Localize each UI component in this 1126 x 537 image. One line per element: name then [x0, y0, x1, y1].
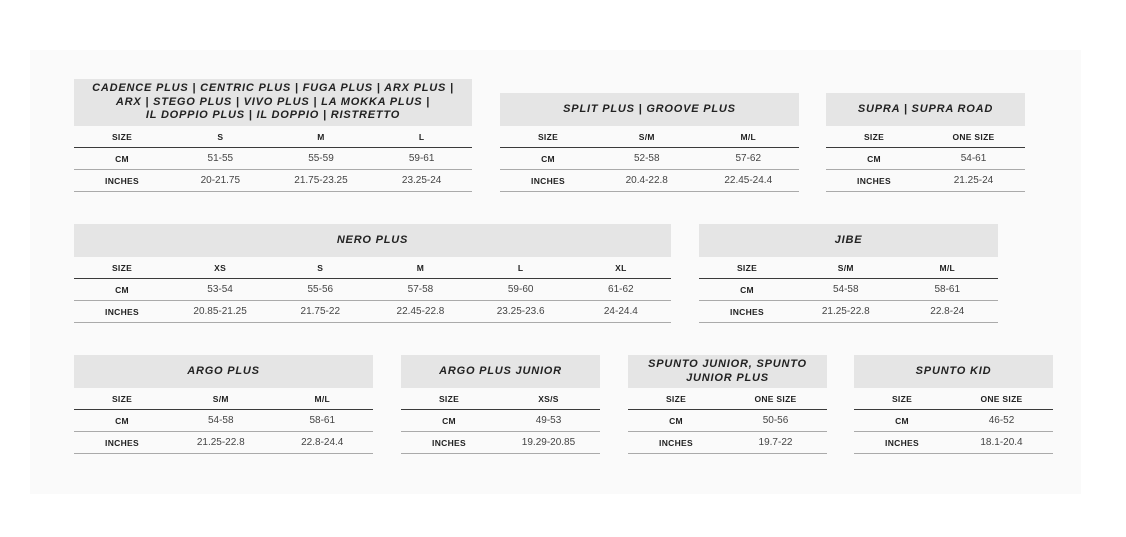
table-title-line: ARGO PLUS: [187, 364, 260, 377]
size-row: [74, 126, 472, 148]
cm-row-label: CM: [867, 153, 881, 164]
inches-value-cell: 22.8-24.4: [301, 437, 344, 448]
table-title-line: CADENCE PLUS | CENTRIC PLUS | FUGA PLUS | ARX PLUS |: [92, 82, 454, 95]
cm-row-label: CM: [740, 284, 754, 295]
size-header-cell: S: [317, 262, 324, 273]
size-row-label: SIZE: [537, 131, 559, 142]
inches-row: [401, 432, 600, 454]
inches-value-cell: 22.45-24.4: [724, 175, 773, 186]
table-title-text: [563, 103, 736, 117]
size-header-cell: S/M: [638, 131, 655, 142]
size-header-cell: ONE SIZE: [952, 131, 995, 142]
cm-value-cell: 57-62: [735, 153, 762, 164]
table-title: [401, 355, 600, 388]
table-title: [74, 355, 373, 388]
cm-row: [854, 410, 1053, 432]
cm-value-cell: 54-61: [960, 153, 987, 164]
size-row: [699, 257, 998, 279]
inches-row-label: INCHES: [105, 306, 139, 317]
size-row: [74, 257, 671, 279]
size-table-spunto-kid: [854, 355, 1053, 454]
table-title-line: JIBE: [834, 233, 863, 246]
inches-row-label: INCHES: [857, 175, 891, 186]
cm-value-cell: 51-55: [207, 153, 234, 164]
inches-row: [628, 432, 827, 454]
cm-value-cell: 54-58: [832, 284, 859, 295]
size-row-label: SIZE: [891, 393, 913, 404]
size-header-cell: M: [416, 262, 425, 273]
size-header-cell: L: [517, 262, 524, 273]
size-row-label: SIZE: [665, 393, 687, 404]
inches-value-cell: 21.25-22.8: [821, 306, 870, 317]
cm-row-label: CM: [541, 153, 555, 164]
cm-row: [74, 279, 671, 301]
cm-row-label: CM: [669, 415, 683, 426]
table-title-text: [835, 234, 863, 248]
table-title-line: ARX | STEGO PLUS | VIVO PLUS | LA MOKKA PLUS |: [115, 95, 431, 108]
table-title-text: [916, 365, 992, 379]
inches-row-label: INCHES: [730, 306, 764, 317]
cm-value-cell: 55-59: [308, 153, 334, 164]
size-table-spunto-junior: [628, 355, 827, 454]
size-header-cell: XL: [615, 262, 627, 273]
size-table-supra: [826, 93, 1025, 192]
size-header-cell: M/L: [740, 131, 757, 142]
table-title-line: SUPRA | SUPRA ROAD: [857, 102, 994, 115]
cm-row: [500, 148, 799, 170]
cm-value-cell: 54-58: [207, 415, 234, 426]
table-title: [500, 93, 799, 126]
size-header-cell: M/L: [314, 393, 331, 404]
cm-row: [74, 148, 472, 170]
inches-value-cell: 24-24.4: [603, 306, 638, 317]
inches-row: [854, 432, 1053, 454]
table-title: [699, 224, 998, 257]
cm-row-label: CM: [115, 284, 129, 295]
table-title-text: [187, 365, 260, 379]
cm-value-cell: 52-58: [633, 153, 660, 164]
cm-value-cell: 50-56: [762, 415, 789, 426]
inches-value-cell: 23.25-24: [401, 175, 442, 186]
cm-value-cell: 57-58: [407, 284, 434, 295]
inches-value-cell: 21.25-22.8: [196, 437, 245, 448]
size-table-split: [500, 93, 799, 192]
cm-value-cell: 61-62: [608, 284, 634, 295]
inches-row-label: INCHES: [105, 437, 139, 448]
table-title: [854, 355, 1053, 388]
size-row: [628, 388, 827, 410]
table-title-line: IL DOPPIO PLUS | IL DOPPIO | RISTRETTO: [145, 109, 401, 122]
inches-value-cell: 21.25-24: [953, 175, 994, 186]
size-header-cell: S/M: [837, 262, 854, 273]
cm-value-cell: 53-54: [207, 284, 233, 295]
cm-value-cell: 58-61: [309, 415, 336, 426]
inches-value-cell: 19.7-22: [758, 437, 793, 448]
size-header-cell: ONE SIZE: [754, 393, 797, 404]
table-title-line: SPLIT PLUS | GROOVE PLUS: [563, 102, 736, 115]
table-title: [74, 79, 472, 126]
cm-row-label: CM: [115, 153, 129, 164]
inches-row: [826, 170, 1025, 192]
size-table-argo: [74, 355, 373, 454]
size-row-label: SIZE: [111, 393, 133, 404]
size-row-label: SIZE: [111, 262, 133, 273]
table-title: [826, 93, 1025, 126]
size-row-label: SIZE: [863, 131, 885, 142]
size-header-cell: XS: [214, 262, 227, 273]
table-title-text: [858, 103, 993, 117]
size-header-cell: M: [317, 131, 325, 142]
cm-row: [628, 410, 827, 432]
size-header-cell: XS/S: [538, 393, 559, 404]
cm-row: [699, 279, 998, 301]
inches-value-cell: 20-21.75: [200, 175, 241, 186]
table-title-text: [92, 82, 454, 123]
table-title-line: NERO PLUS: [336, 233, 409, 246]
cm-value-cell: 59-60: [507, 284, 534, 295]
size-row: [74, 388, 373, 410]
size-table-jibe: [699, 224, 998, 323]
size-header-cell: ONE SIZE: [980, 393, 1023, 404]
inches-value-cell: 23.25-23.6: [496, 306, 545, 317]
size-row: [401, 388, 600, 410]
table-title-text: [337, 234, 408, 248]
inches-row: [74, 432, 373, 454]
table-title: [74, 224, 671, 257]
inches-row-label: INCHES: [105, 175, 139, 186]
size-row-label: SIZE: [111, 131, 133, 142]
cm-value-cell: 58-61: [934, 284, 961, 295]
inches-row: [74, 170, 472, 192]
inches-row: [74, 301, 671, 323]
size-header-cell: M/L: [939, 262, 956, 273]
inches-value-cell: 22.45-22.8: [396, 306, 445, 317]
size-table-cadence: [74, 79, 472, 192]
size-row: [826, 126, 1025, 148]
cm-row: [74, 410, 373, 432]
size-row-label: SIZE: [438, 393, 460, 404]
inches-row-label: INCHES: [659, 437, 693, 448]
inches-value-cell: 20.4-22.8: [625, 175, 668, 186]
size-table-argo-junior: [401, 355, 600, 454]
size-header-cell: S/M: [212, 393, 229, 404]
inches-value-cell: 22.8-24: [930, 306, 965, 317]
inches-row: [699, 301, 998, 323]
size-row-label: SIZE: [736, 262, 758, 273]
table-title-line: JUNIOR PLUS: [686, 371, 769, 384]
inches-row-label: INCHES: [885, 437, 919, 448]
table-title: [628, 355, 827, 388]
table-title-line: SPUNTO KID: [915, 364, 992, 377]
table-title-line: SPUNTO JUNIOR, SPUNTO: [648, 358, 807, 370]
size-row: [854, 388, 1053, 410]
inches-value-cell: 20.85-21.25: [193, 306, 247, 317]
size-table-nero: [74, 224, 671, 323]
cm-value-cell: 55-56: [307, 284, 334, 295]
size-header-cell: S: [217, 131, 224, 142]
size-row: [500, 126, 799, 148]
table-title-line: ARGO PLUS JUNIOR: [439, 364, 562, 377]
cm-row: [826, 148, 1025, 170]
cm-row-label: CM: [895, 415, 909, 426]
cm-row: [401, 410, 600, 432]
table-title-text: [648, 358, 807, 385]
cm-value-cell: 49-53: [535, 415, 562, 426]
inches-row: [500, 170, 799, 192]
table-title-text: [439, 365, 562, 379]
inches-row-label: INCHES: [531, 175, 565, 186]
inches-row-label: INCHES: [432, 437, 466, 448]
size-header-cell: L: [418, 131, 425, 142]
cm-value-cell: 46-52: [988, 415, 1015, 426]
cm-value-cell: 59-61: [408, 153, 435, 164]
cm-row-label: CM: [115, 415, 129, 426]
inches-value-cell: 21.75-22: [300, 306, 341, 317]
cm-row-label: CM: [442, 415, 456, 426]
inches-value-cell: 21.75-23.25: [294, 175, 348, 186]
inches-value-cell: 19.29-20.85: [521, 437, 576, 448]
inches-value-cell: 18.1-20.4: [980, 437, 1023, 448]
